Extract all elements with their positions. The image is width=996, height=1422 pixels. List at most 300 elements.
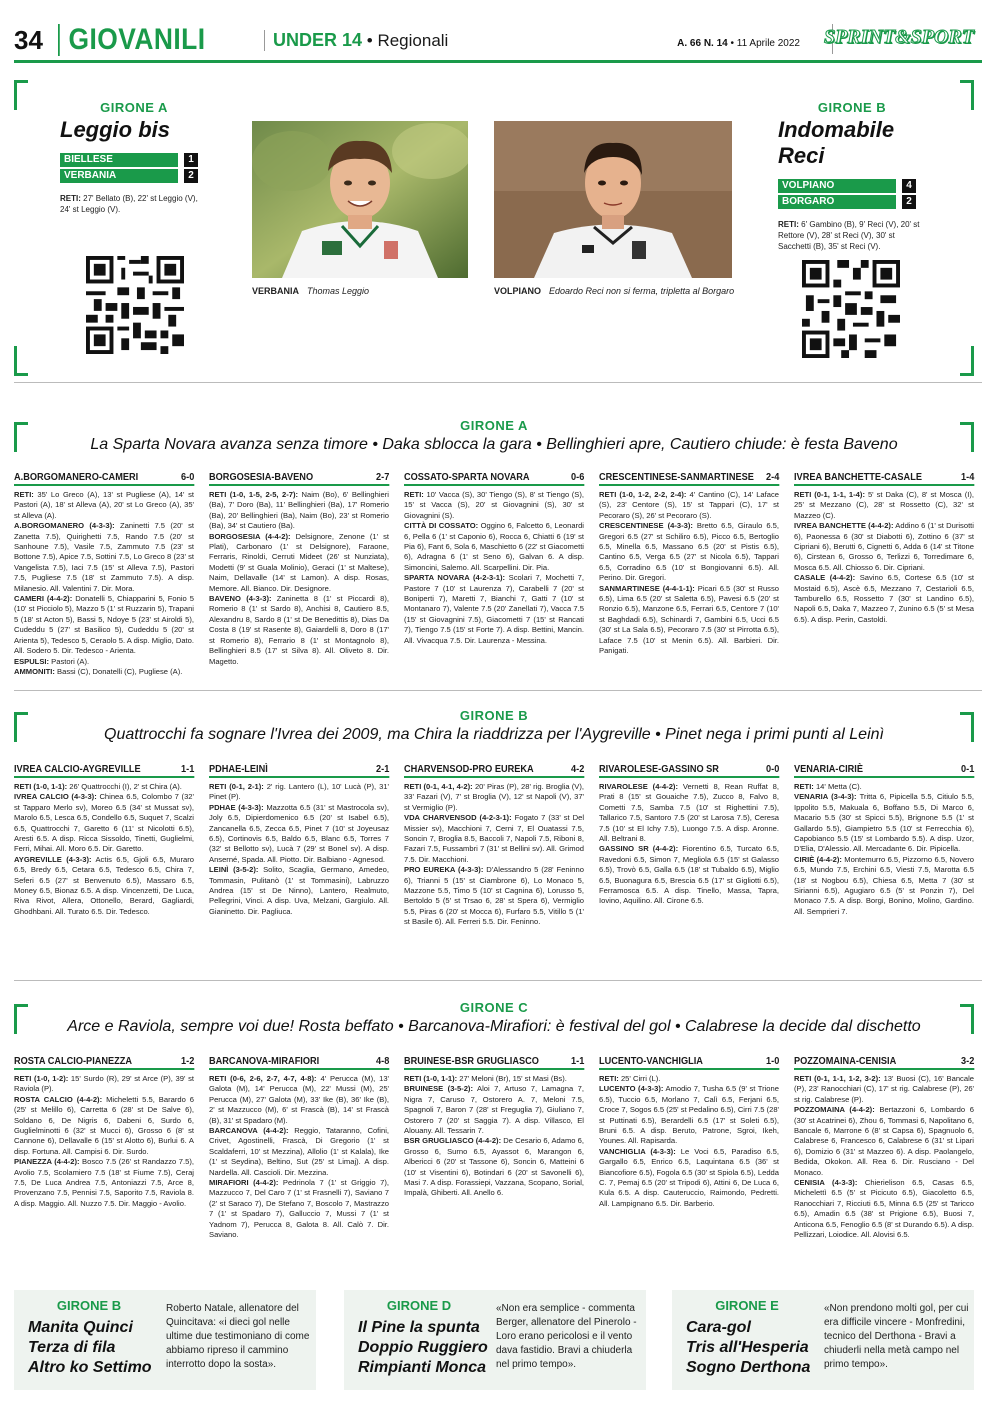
feature-right-reti — [778, 219, 928, 252]
match-score: 2-7 — [376, 472, 390, 483]
feature-right-title: Indomabile Reci — [778, 117, 895, 168]
match-header — [599, 1056, 779, 1070]
footer-title-line: Cara-gol — [686, 1319, 751, 1336]
report-label: POZZOMAINA (4-4-2): — [794, 1105, 875, 1115]
match-header — [14, 472, 194, 486]
girone-headline: Quattrocchi fa sognare l'Ivrea dei 2009, ma Chira la riaddrizza per l'Aygreville • Pinet nega i primi punti al Leinì — [104, 726, 884, 743]
report-label: PDHAE (4-3-3): — [209, 802, 264, 812]
headline-bar — [14, 1016, 974, 1038]
report-paragraph — [404, 782, 584, 813]
match-teams: CRESCENTINESE-SANMARTINESE — [599, 472, 754, 483]
report-paragraph — [209, 594, 389, 667]
report-paragraph — [209, 1126, 389, 1178]
report-paragraph — [794, 792, 974, 854]
feature-left-title: Leggio bis — [60, 117, 170, 142]
report-label: RETI (1-0, 1-2): — [14, 1074, 69, 1083]
report-paragraph — [404, 1074, 584, 1084]
report-text: 13' Buosi (C), 16' Bancale (P), 23' Ranocchiari (C), 17' st rig. Calabrese (P), 26' st rig. Calabrese (P). — [794, 1074, 974, 1104]
match-card — [794, 764, 974, 928]
report-text: Tritta 6, Pipicella 5.5, Citiulo 5.5, Ippolito 5.5, Makuala 6, Boffano 5.5, Di Marco 6, Macario 5.5 (30' st Spicci 5.5), Brignone 5.5 (1' st Gallardo 5.5), Giampietro 5.5 (10' st Ferrecchia 6), Capobianco 5.5 (15' st Lombardo 5.5). A disp. Uzor, D'Elia, D'Alessio. All. Mercadante 6. Dir. Pipicella. — [794, 792, 974, 854]
report-paragraph — [14, 1095, 194, 1157]
team-name: VERBANIA — [60, 169, 178, 183]
report-label: CITTÀ DI COSSATO: — [404, 521, 479, 531]
match-header — [599, 472, 779, 486]
report-label: RETI: — [599, 1074, 619, 1083]
report-paragraph — [209, 865, 389, 917]
report-label: A.BORGOMANERO (4-3-3): — [14, 521, 115, 531]
report-label: PRO EUREKA (4-3-3): — [404, 865, 484, 875]
footer-title — [686, 1318, 826, 1378]
report-label: VDA CHARVENSOD (4-2-3-1): — [404, 813, 512, 823]
headline-bar — [14, 724, 974, 746]
report-text: Bertazzoni 6, Lombardo 6 (30' st Acatrinei 6), Zhou 6, Tommasi 6, Napolitano 6, Bancale 6, Marrone 6 (8' st Capsa 6), Spagnuolo 6, Calabrese 6, Francesco 6, Calabrese 6 (31' st Lipari 6), Domizio 6 (31' st Mazzeo 6). A disp. Paolangelo, Bedida, Okokon. All. Rea 6. Dir. Rusciano - Del Monaco. — [794, 1105, 974, 1177]
match-card — [794, 1056, 974, 1241]
match-report — [404, 1074, 584, 1199]
feature-left-scores — [60, 153, 210, 183]
footer-title-line: Manita Quinci — [28, 1319, 133, 1336]
match-columns — [14, 764, 974, 928]
feature-right-girone: GIRONE B — [817, 100, 887, 115]
qr-code-icon[interactable] — [86, 256, 184, 354]
caption-text: Thomas Leggio — [307, 286, 370, 296]
report-text: 27' Meloni (Br), 15' st Masi (Bs). — [459, 1074, 567, 1083]
photo-leggio-image — [252, 121, 468, 278]
report-label: LEINÌ (3-5-2): — [209, 865, 259, 875]
feature-rule — [14, 382, 982, 383]
report-label: RETI (1-0, 1-5, 2-5, 2-7): — [209, 490, 299, 499]
report-label: LUCENTO (4-3-3): — [599, 1084, 664, 1094]
girone-c-section — [14, 994, 974, 1274]
girone-headline: Arce e Raviola, sempre voi due! Rosta beffato • Barcanova-Mirafiori: è festival del gol • Calabrese la decide dal dischetto — [67, 1018, 921, 1035]
report-text: Amodio 7, Tusha 6.5 (9' st Trione 6.5), Tuccio 6.5, Morlano 7, Calì 6.5, Ferjani 6.5, Croce 7, Sogos 6.5 (25' st Pedalino 6.5), Cirri 7.5 (28' st Puttinati 6.5), Berardelli 6.5 (17' st Soleti 6.5), Bruni 6.5. A disp. Beruto, Patrone, Sgroi, Ikeh, Younes. All. Rapisarda. — [599, 1084, 779, 1146]
report-label: RETI (0-1, 1-1, 1-2, 3-2): — [794, 1074, 881, 1083]
match-report — [209, 1074, 389, 1241]
match-score: 1-2 — [181, 1056, 195, 1067]
report-text: Picari 6.5 (30' st Russo 6.5), Lima 6.5 (20' st Saletta 6.5), Pavesi 6.5 (20' st Ronzio 6.5), Manzone 6.5, Ferrari 6.5, Centore 7 (10' st Baghdadi 6.5), Schinardi 7, Gambini 6.5, Ucci 6.5 (30' st La Sala 6.5), Pecoraro 7.5 (30' st Pirrotta 6.5), Laface 7.5 (10' st Menin 6.5). All. Barbieri. Dir. Panigati. — [599, 583, 779, 656]
match-header — [404, 1056, 584, 1070]
report-paragraph — [14, 792, 194, 854]
match-card — [599, 764, 779, 928]
report-label: BARCANOVA (4-4-2): — [209, 1126, 289, 1136]
report-text: 4' Cantino (C), 14' Laface (S), 23' Centore (S), 15' st Tappari (C), 17' st Pecoraro (S), 26' st Pecoraro (S). — [599, 490, 779, 520]
match-report — [599, 1074, 779, 1209]
match-header — [14, 1056, 194, 1070]
report-text: Le Voci 6.5, Paradiso 6.5, Gargallo 6.5, Enrico 6.5, Laquintana 6.5 (36' st Biancofiore 6.5), Fogola 6.5 (30' st Spiola 6.5), Ledda C. 7, Pemaj 6.5 (20' st Tripodi 6), Attini 6, De Luca 6, Kula 6.5. A disp. Cauteruccio, Raimondo, Pedretti. All. Lampignano 6.5. Dir. Barberio. — [599, 1146, 779, 1208]
report-paragraph — [404, 1136, 584, 1198]
report-text: Savino 6.5, Cortese 6.5 (10' st Mostaid 6.5), Ascè 6.5, Mezzano 7, Cestarioli 6.5, Tamburello 6.5, Rossetto 7 (30' st Landino 6.5), Napoli 6.5, Daka 7, Mazzeo 7, Zunino 6.5 (5' st Mesa 6.5). A disp. Perin, Castoldi. — [794, 573, 974, 624]
report-text: Zaninetta 8 (1' st Piccardi 8), Romerio 8 (1' st Sardo 8), Anchisi 8, Cautiero 8.5, Alexandru 8, Sardo 8 (1' st De Benedittis 8), Dias Da Costa 8 (19' st Rasente 8), Gaiardelli 8, Doro 8 (17' st Romerio 8), Ferrario 8 (1' st Montagnolo 8), Bellinghieri 8.5 (17' st Silva 8). All. Oliveto 8. Dir. Magetto. — [209, 594, 389, 666]
report-paragraph — [14, 667, 194, 677]
caption-team: VERBANIA — [252, 286, 300, 296]
team-score: 2 — [184, 169, 198, 183]
report-paragraph — [599, 584, 779, 657]
report-text: Bosco 7.5 (26' st Randazzo 7.5), Avolio 7.5, Scolamiero 7.5 (18' st Fiume 7.5), Ceraj 7.5, De Luca Andrea 7.5, Antoniazzi 7.5, Arce 8, Provenzano 7.5, Pennisi 7.5, Saporito 7.5, Raviola 8. A disp. Maggio. All. Nuzzo 7.5. Dir. Maggio - Avolio. — [14, 1157, 194, 1208]
report-paragraph — [794, 1105, 974, 1178]
feature-left — [60, 100, 210, 215]
match-teams: BARCANOVA-MIRAFIORI — [209, 1056, 320, 1067]
report-label: BAVENO (4-3-3): — [209, 594, 272, 604]
report-text: Zaninetti 7.5 (20' st Zanetta 7.5), Quirighetti 7.5, Rando 7.5 (20' st Sanhoune 7.5), Vasile 7.5, Zammuto 7.5 (23' st Bottone 7.5), Apice 7.5, Sottini 7.5, Lo Greco 8 (23' st Vangelista 7.5), Iaci 7.5 (15' st Alleva 7.5), Pastori 7.5, Pugliese 7.5 (18' st Zammuto 7.5). A disp. Milanesio. All. Valentini 7. Dir. Mora. — [14, 521, 194, 593]
report-text: 35' Lo Greco (A), 13' st Pugliese (A), 14' st Pastori (A), 18' st Alleva (A), 20' st Lo Greco (A), 35' st Alleva (A). — [14, 490, 194, 520]
report-label: RETI: — [794, 782, 814, 791]
report-paragraph — [599, 490, 779, 521]
match-header — [794, 1056, 974, 1070]
report-label: RETI (0-1, 1-1, 1-4): — [794, 490, 865, 499]
report-label: AYGREVILLE (4-3-3): — [14, 854, 92, 864]
report-text: 4' Perucca (M), 13' Galota (M), 14' Perucca (M), 22' Mussi (M), 25' Perucca (M), 27' Galota (M), 33' Ike (B), 36' Ike (B), 2' st Mazzucco (M), 6' st Frascà (B), 14' st Frascà (B), 31' st Spadaro (M). — [209, 1074, 389, 1125]
match-report — [794, 782, 974, 917]
match-teams: PDHAE-LEINÌ — [209, 764, 268, 775]
brand-logo: SPRINT&SPORT — [823, 26, 974, 48]
match-score: 3-2 — [961, 1056, 975, 1067]
footer-title-line: Tris all'Hesperia — [686, 1339, 809, 1356]
match-header — [14, 764, 194, 778]
match-score: 0-6 — [571, 472, 585, 483]
match-header — [794, 764, 974, 778]
report-text: Addino 6 (1' st Durisotti 6), Paonessa 6 (30' st Diabotti 6), Zottino 6 (37' st Cipriani 6), Berutti 6, Cignetti 6, Adda 6 (14' st Titone 6), Cirstean 6, Grosso 6, Terlizzi 6, Torredimare 6, Mosca 6.5. All. Chiosso 6. Dir. Cipriani. — [794, 521, 974, 572]
report-paragraph — [14, 855, 194, 917]
footer-girone-tag: GIRONE B — [56, 1298, 122, 1313]
footer-title-line: Sogno Derthona — [686, 1359, 811, 1376]
report-label: GASSINO SR (4-4-2): — [599, 844, 679, 854]
caption-text: Edoardo Reci non si ferma, tripletta al Borgaro — [549, 286, 735, 296]
footer-title-line: Rimpianti Monca — [358, 1359, 487, 1376]
report-paragraph — [794, 1074, 974, 1105]
report-paragraph — [794, 573, 974, 625]
girone-a-section — [14, 412, 974, 688]
report-paragraph — [14, 657, 194, 667]
photo-reci-image — [494, 121, 732, 278]
match-header — [209, 1056, 389, 1070]
report-text: Bassi (C), Donatelli (C), Pugliese (A). — [57, 666, 183, 676]
report-text: Chierielison 6.5, Casas 6.5, Michelettì 6.5 (5' st Picicuto 6.5), Giacoletto 6.5, Ranocchiari 7, Ricciuti 6.5, Minna 6.5 (25' st Taricco 6.5), Amadin 6.5 (38' st Prigione 6.5), Buosi 7, Anticona 6.5, Fenoglio 6.5 (8' st Durando 6.5). A disp. Pellizzari, Loiodice. All. Alovisi 6.5. — [794, 1178, 974, 1240]
report-paragraph — [209, 803, 389, 865]
report-label: RETI (0-1, 4-1, 4-2): — [404, 782, 473, 791]
match-card — [794, 472, 974, 677]
report-paragraph — [14, 1074, 194, 1095]
team-name: BORGARO — [778, 195, 896, 209]
match-score: 1-0 — [766, 1056, 780, 1067]
report-label: ROSTA CALCIO (4-4-2): — [14, 1094, 103, 1104]
report-text: 5' st Daka (C), 8' st Mosca (I), 25' st Mezzano (C), 28' st Rossetto (C), 32' st Mazzeo (C). — [794, 490, 974, 520]
match-header — [209, 764, 389, 778]
category — [264, 30, 448, 51]
match-score: 1-1 — [571, 1056, 585, 1067]
section-title: GIOVANILI — [58, 24, 234, 56]
report-paragraph — [209, 1074, 389, 1126]
match-teams: IVREA CALCIO-AYGREVILLE — [14, 764, 141, 775]
report-paragraph — [794, 490, 974, 521]
category-sub: Regionali — [377, 30, 449, 50]
report-label: CENISIA (4-3-3): — [794, 1178, 858, 1188]
page-number: 34 — [14, 24, 43, 55]
report-text: 2' rig. Lantero (L), 10' Lucà (P), 31' Pinet (P). — [209, 782, 389, 802]
girone-b-rule — [14, 980, 982, 981]
match-score: 0-1 — [961, 764, 975, 775]
report-paragraph — [14, 521, 194, 594]
report-paragraph — [209, 782, 389, 803]
match-header — [599, 764, 779, 778]
report-label: CAMERI (4-4-2): — [14, 594, 73, 604]
report-text: Fogato 7 (33' st Del Missier sv), Macchioni 7, Cerni 7, El Ouatassi 7.5, Soncin 7, Broglia 8.5, Baccoli 7, Napoli 7.5, Riboni 8, Fazari 7.5, Fussambri 7 (31' st Bellini sv). All. Grimod 7.5. Dir. Macchioni. — [404, 813, 585, 864]
report-label: BORGOSESIA (4-4-2): — [209, 531, 291, 541]
match-teams: ROSTA CALCIO-PIANEZZA — [14, 1056, 133, 1067]
footer-quote: «Non prendono molti gol, per cui era difficile vincere - Monfredini, tecnico del Derthona - Bravi a chiuderli nella metà campo nel primo tempo». — [824, 1303, 969, 1370]
report-paragraph — [209, 1178, 389, 1240]
score-row — [60, 169, 210, 183]
match-report — [404, 782, 584, 928]
report-label: SANMARTINESE (4-4-1-1): — [599, 583, 695, 593]
report-paragraph — [209, 490, 389, 532]
report-label: VANCHIGLIA (4-3-3): — [599, 1146, 676, 1156]
qr-code-icon[interactable] — [802, 260, 900, 358]
match-card — [404, 1056, 584, 1241]
footer-quote: «Non era semplice - commenta Berger, allenatore del Pinerolo - Loro erano pericolosi e il vento dava fastidio. Bravi a chiuderla nel primo tempo». — [496, 1303, 637, 1370]
match-report — [599, 490, 779, 657]
team-name: VOLPIANO — [778, 179, 896, 193]
report-text: 10' Vacca (S), 30' Tiengo (S), 8' st Tiengo (S), 15' st Vacca (S), 20' st Giovagnini (S), 30' st Giovagnini (S). — [404, 490, 584, 520]
footer-title — [358, 1318, 498, 1378]
match-card — [599, 1056, 779, 1241]
feature-corner-br — [960, 346, 974, 376]
match-score: 2-4 — [766, 472, 780, 483]
team-score: 4 — [902, 179, 916, 193]
report-text: Pastori (A). — [51, 656, 90, 666]
category-main: UNDER 14 — [273, 29, 363, 50]
match-card — [404, 472, 584, 677]
footer-title-line: Altro ko Settimo — [28, 1359, 152, 1376]
match-report — [14, 490, 194, 677]
report-text: Delsignore, Zenone (1' st Plati), Carbonaro (1' st Delsignore), Faraone, Ferraris, Rinoldi, Cerruti Mideet (26' st Nunziata), Modetti (9' st Guala Molinio), Geraci (1' st Maltese), Naim, Dellavalle (14' st Lamon). A disp. Rosas, Memore. All. Bianco. Dir. Designore. — [209, 531, 389, 593]
report-text: 26' Quattrocchi (I), 2' st Chira (A). — [69, 782, 182, 791]
report-label: RETI: — [14, 490, 34, 499]
reti-text: 27' Bellato (B), 22' st Leggio (V), 24' st Leggio (V). — [60, 194, 198, 214]
match-teams: BORGOSESIA-BAVENO — [209, 472, 314, 483]
footer-box-girone-b — [14, 1290, 316, 1390]
report-text: Solito, Scaglia, Germano, Amedeo, Tommasin, Pulitanò (1' st Tommasini), Labruzzo Andrea (15' st De Ninno), Lantero, Realmuto, Pellegrini, Vinci. A disp. Uva, Melzani, Gargiulo. All. Gianinetto. Dir. Pagliuca. — [209, 865, 389, 916]
report-text: Bretto 6.5, Giraulo 6.5, Gregori 6.5 (27' st Schiliro 6.5), Picco 6.5, Bertoglio 6.5, Minella 6.5, Massano 6.5 (20' st Pistis 6.5), Cantino 6.5, Verga 6.5 (27' st Nicola 6.5), Tappari 6.5, Corradino 6.5 (10' st Bongiovanni 6.5). All. Perino. Dir. Gregori. — [599, 521, 779, 583]
match-card — [14, 472, 194, 677]
report-text: Montemurro 6.5, Pizzorno 6.5, Novero 6.5, Mundo 7.5, Erchini 6.5, Viesti 7.5, Marotta 6.5 (18' st Nogbou 6.5), Chiesa 6.5, Metta 7 (30' st Sirianni 6.5), Agugiaro 6.5 (5' st Ponzin 7), Del Monaco 7.5. A disp. Borgi, Bonino, Molino, Gardino. All. Semprieri 7. — [794, 854, 974, 916]
feature-corner-tr — [960, 80, 974, 110]
report-text: Fiorentino 6.5, Turcato 6.5, Ravedoni 6.5, Simon 7, Megliola 6.5 (15' st Galasso 6.5), Trovò 6.5, Galla 6.5 (18' st Tubaldo 6.5), Miglio 6.5, Buonagura 6.5, Brescia 6.5 (17' st Gigliotti 6.5), Ferramosca 6.5. A disp. Tinello, Massa, Tapra, Iovino, Aquilino. All. Cirone 6.5. — [599, 844, 779, 906]
caption-reci — [494, 286, 734, 296]
match-card — [14, 1056, 194, 1241]
match-teams: A.BORGOMANERO-CAMERI — [14, 472, 139, 483]
report-label: CRESCENTINESE (4-3-3): — [599, 521, 693, 531]
report-paragraph — [209, 532, 389, 594]
report-text: Donatelli 5, Chiapparini 5, Fonio 5 (10' st Picciolo 5), Mazzo 5 (1' st Ruzzarin 5), Trapani 5 (18' st Acton 5), Bassi 5, Ndoye 5 (23' st Airoldi 5), Cudeddu 5 (27' st Basilico 5), Cudeddu 5 (20' st Arienta 5), Tedesco 5, Ceraolo 5. A disp. Miglio, Dato. All. Sodero 5. Dir. Tedesco - Arienta. — [14, 594, 194, 656]
report-label: RETI (0-1, 2-1): — [209, 782, 264, 791]
girone-b-section — [14, 702, 974, 972]
report-paragraph — [404, 573, 584, 646]
report-text: D'Alessandro 5 (28' Feninno 6), Trianni 5 (15' st Ciambrone 6), Lo Monaco 5, Mazzone 5.5, Timo 5 (10' st Cagnina 6), Lorusso 5, Bertoldo 5 (5' st Trsao 6, 28' st Spera 6), Vermiglio 5.5, Piras 6 (20' st Mocca 6), Furfaro 5.5, Vitillo 5 (1' st Basile 6). All. Ferreri 5.5. Dir. Feninno. — [404, 865, 584, 927]
report-text: 20' Piras (P), 28' rig. Broglia (V), 33' Fazari (V), 7' st Broglia (V), 12' st Napoli (V), 37' st Vermiglio (P). — [404, 782, 585, 812]
report-paragraph — [599, 1084, 779, 1146]
footer-quote: Roberto Natale, allenatore del Quincitava: «i dieci gol nelle ultime due testimoniano di come abbiamo ripreso il cammino interrotto dopo la sosta». — [166, 1303, 310, 1370]
match-report — [14, 782, 194, 917]
report-label: PIANEZZA (4-4-2): — [14, 1157, 80, 1167]
match-report — [794, 1074, 974, 1241]
report-paragraph — [14, 490, 194, 521]
match-score: 4-2 — [571, 764, 585, 775]
match-columns — [14, 1056, 974, 1241]
report-paragraph — [14, 1157, 194, 1209]
feature-corner-bl — [14, 346, 28, 376]
match-teams: VENARIA-CIRIÈ — [794, 764, 864, 775]
report-paragraph — [14, 782, 194, 792]
report-label: SPARTA NOVARA (4-2-3-1): — [404, 573, 506, 583]
match-report — [599, 782, 779, 907]
footer-box-girone-e — [672, 1290, 974, 1390]
report-text: Vernetti 8, Rean Ruffat 8, Prati 8 (15' st Gouaiche 7.5), Zucco 8, Falvo 8, Cometti 7.5, Samba 7.5 (10' st Righettini 7.5), Tallarico 7.5, Santoro 7.5 (20' st Larosa 7.5), Ceresa 7.5 (10' st El Ichy 7.5), Luongo 7.5. A disp. Aronne. All. Beltrani 8. — [599, 782, 779, 844]
girone-title: GIRONE C — [459, 1000, 529, 1015]
reti-label: RETI: — [60, 194, 81, 203]
report-label: RETI: — [404, 490, 424, 499]
match-columns — [14, 472, 974, 677]
report-paragraph — [599, 1147, 779, 1209]
report-text: Reggio, Tataranno, Cofini, Crivet, Agostinelli, Frascà, Di Gregorio (1' st Scaldaferri, 10' st Mezzina), Allolio (1' st Kalala), Ike (1' st Seydina), Beltino, Sut (25' st Limaj). A disp. Nardella. All. Cascioli. Dir. Mezzina. — [209, 1126, 390, 1177]
match-header — [794, 472, 974, 486]
match-score: 1-4 — [961, 472, 975, 483]
team-score: 2 — [902, 195, 916, 209]
report-label: IVREA BANCHETTE (4-4-2): — [794, 521, 894, 531]
match-card — [209, 1056, 389, 1241]
report-label: BSR GRUGLIASCO (4-4-2): — [404, 1136, 502, 1146]
report-paragraph — [794, 1178, 974, 1240]
team-score: 1 — [184, 153, 198, 167]
match-card — [404, 764, 584, 928]
report-text: Naim (Bo), 6' Bellinghieri (Ba), 7' Doro (Ba), 11' Bellinghieri (Ba), 17' Romerio (Ba), 20' Bellinghieri (Ba), Naim (Bo), 23' st Romerio (Ba), 34' st Cautiero (Ba). — [209, 490, 389, 531]
match-score: 0-0 — [766, 764, 780, 775]
match-card — [14, 764, 194, 928]
caption-team: VOLPIANO — [494, 286, 542, 296]
report-label: VENARIA (3-4-3): — [794, 792, 857, 802]
match-header — [404, 764, 584, 778]
match-report — [404, 490, 584, 646]
report-paragraph — [14, 594, 194, 656]
report-paragraph — [404, 865, 584, 927]
report-text: Actis 6.5, Gjoli 6.5, Muraro 6.5, Bredy 6.5, Cetara 6.5, Tedesco 6.5, Chira 7, Seferi 6.5 (27' st Benvenuto 6.5), Massaro 6.5, Money 6.5, Bionaz 6.5. A disp. Vincenzetti, De Luca, Riva Rivot, Allera, Ottonello, Berard, Gagliardi, Ghodhbani. All. Turato 6.5. Dir. Tedesco. — [14, 854, 194, 916]
girone-title: GIRONE B — [459, 708, 529, 723]
report-label: RETI (1-0, 1-2, 2-2, 2-4): — [599, 490, 687, 499]
report-text: Oggino 6, Falcetto 6, Leonardi 6, Pella 6 (1' st Caponio 6), Rocca 6, Chiatti 6 (19' st Pia 6), Fant 6, Sola 6, Maschietto 6 (22' st Giacometti 6), Adragna 6 (1' st Seno 6), Galvan 6. A disp. Simoncini, Salemo. All. Scarpellini. Dir. Pia. — [404, 521, 584, 572]
footer-title-line: Il Pine la spunta — [358, 1319, 480, 1336]
match-teams: BRUINESE-BSR GRUGLIASCO — [404, 1056, 539, 1067]
report-label: RIVAROLESE (4-4-2): — [599, 782, 678, 791]
match-teams: LUCENTO-VANCHIGLIA — [599, 1056, 703, 1067]
feature-box — [14, 80, 974, 376]
report-paragraph — [599, 521, 779, 583]
reti-text: 6' Gambino (B), 9' Reci (V), 20' st Rettore (V), 28' st Reci (V), 30' st Sacchetti (B), 35' st Reci (V). — [778, 220, 920, 251]
report-text: 15' Surdo (R), 29' st Arce (P), 39' st Raviola (P). — [14, 1074, 194, 1094]
issue-info: A. 66 N. 14 • 11 Aprile 2022 — [677, 38, 800, 49]
report-text: Chinea 6.5, Colombo 7 (32' st Tapparo Merlo sv), Moreo 6.5 (34' st Mussat sv), Marolo 6.5, Lesca 6.5, Condello 6.5, Suquet 7, Scalzi 6.5, Quattrocchi 7, Garetto 6 (11' st Nicolotti 6.5), Aresti 6.5. A disp. Ricca Sissoldo, Tinetti, Guglielmi, Ferri, Mihai. All. Moro 6.5. Dir. Garetto. — [14, 792, 194, 854]
report-label: MIRAFIORI (4-4-2): — [209, 1178, 279, 1188]
match-header — [209, 472, 389, 486]
girone-title: GIRONE A — [460, 418, 528, 433]
report-paragraph — [794, 521, 974, 573]
girone-a-rule — [14, 690, 982, 691]
report-label: CASALE (4-4-2): — [794, 573, 856, 583]
category-sep: • — [366, 30, 373, 50]
header-rule — [14, 60, 982, 63]
report-label: ESPULSI: — [14, 656, 50, 666]
report-label: RETI (1-0, 1-1): — [404, 1074, 458, 1083]
report-label: RETI (0-6, 2-6, 2-7, 4-7, 4-8): — [209, 1074, 317, 1083]
footer-title — [28, 1318, 168, 1378]
report-paragraph — [404, 813, 584, 865]
girone-headline: La Sparta Novara avanza senza timore • Daka sblocca la gara • Bellinghieri apre, Cautiero chiude: è festa Baveno — [90, 436, 898, 453]
report-text: Mazzotta 6.5 (31' st Mastrocola sv), Joly 6.5, Dipierdomenico 6.5 (20' st Isabel 6.5), Zancanella 6.5, Zecca 6.5, Pinet 7 (10' st Joyeusaz 6.5), Cortinovis 6.5, Baldo 6.5, Blanc 6.5, Torres 7 (32' st Bellotto sv), Lucà 7 (29' st Bonel sv). A disp. Anserné, Spada. All. Piotto. Dir. Balbiano - Agnesod. — [209, 802, 389, 864]
match-score: 6-0 — [181, 472, 195, 483]
score-row — [60, 153, 210, 167]
feature-right — [778, 100, 938, 252]
match-teams: IVREA BANCHETTE-CASALE — [794, 472, 922, 483]
report-text: De Cesario 6, Adamo 6, Grosso 6, Surno 6.5, Ayassot 6, Marangon 6, Albericci 6 (20' st Tassone 6), Soncin 6, Matteini 6 (10' st Visentini 6), Botindari 6 (20' st Savonelli 6), Masi 7. A disp. Forassiepi, Vazzana, Scopano, Sorial, Impalà, Ghiberti. All. Anello 6. — [404, 1136, 584, 1198]
report-text: Scolari 7, Mochetti 7, Pastore 7 (10' st Laurenza 7), Carabelli 7 (20' st Boniperti 7), Maretti 7, Bianchi 7, Gatti 7 (10' st Montanaro 7), Valente 7.5 (20' Zanellati 7), Vacca 7.5 (15' st Giovagnini 7.5), Giacometti 7 (15' st Rancati 7), Tiengo 7.5 (15' st Forte 7). A disp. Bettini, Mancin. All. Vivacqua 7.5. Dir. Laurenza - Messina. — [404, 573, 584, 645]
match-score: 2-1 — [376, 764, 390, 775]
match-report — [209, 782, 389, 917]
report-paragraph — [404, 490, 584, 521]
headline-bar — [14, 434, 974, 456]
match-card — [599, 472, 779, 677]
issue-number: A. 66 N. 14 — [677, 38, 728, 49]
report-label: BRUINESE (3-5-2): — [404, 1084, 473, 1094]
feature-right-scores — [778, 179, 938, 209]
issue-date: 11 Aprile 2022 — [736, 38, 800, 49]
report-paragraph — [404, 521, 584, 573]
report-label: RETI (1-0, 1-1): — [14, 782, 68, 791]
photo-reci — [494, 121, 732, 278]
report-text: Pedrinola 7 (1' st Griggio 7), Mazzucco 7, Del Caro 7 (1' st Frasnelli 7), Saviano 7 (2' st Saraco 7), De Stefano 7, Boscolo 7, Mastrazzo 7 (1' st Spadaro 7), Galluccio 7, Mussi 7 (1' st Yadnom 7), Perucca 8, Galota 8. All. Calò 7. Dir. Saviano. — [209, 1178, 389, 1240]
match-teams: RIVAROLESE-GASSINO SR — [599, 764, 719, 775]
feature-left-reti — [60, 193, 210, 215]
match-teams: COSSATO-SPARTA NOVARA — [404, 472, 530, 483]
score-row — [778, 195, 938, 209]
match-teams: POZZOMAINA-CENISIA — [794, 1056, 897, 1067]
team-name: BIELLESE — [60, 153, 178, 167]
match-card — [209, 472, 389, 677]
report-paragraph — [794, 782, 974, 792]
footer-box-girone-d — [344, 1290, 646, 1390]
feature-corner-tl — [14, 80, 28, 110]
match-report — [794, 490, 974, 625]
footer-title-line: Terza di fila — [28, 1339, 116, 1356]
footer-girone-tag: GIRONE E — [715, 1298, 779, 1313]
report-paragraph — [599, 844, 779, 906]
report-paragraph — [599, 1074, 779, 1084]
match-card — [209, 764, 389, 928]
report-text: Aloi 7, Artuso 7, Lamagna 7, Nigra 7, Caruso 7, Ostorero A. 7, Meloni 7.5, Spagnoli 7, Baron 7 (28' st Fregugliа 7), Giuliano 7, Ostorero 7 (20' st Saggia 7). A disp. Villasco, El Alouany. All. Tessarin 7. — [404, 1084, 584, 1136]
match-report — [209, 490, 389, 667]
report-paragraph — [404, 1084, 584, 1136]
report-paragraph — [599, 782, 779, 844]
match-header — [404, 472, 584, 486]
reti-label: RETI: — [778, 220, 799, 229]
report-paragraph — [794, 855, 974, 917]
match-score: 4-8 — [376, 1056, 390, 1067]
report-label: IVREA CALCIO (4-3-3): — [14, 792, 97, 802]
match-report — [14, 1074, 194, 1209]
report-label: AMMONITI: — [14, 666, 55, 676]
report-text: 14' Metta (C). — [815, 782, 862, 791]
match-teams: CHARVENSOD-PRO EUREKA — [404, 764, 534, 775]
score-row — [778, 179, 938, 193]
footer-title-line: Doppio Ruggiero — [358, 1339, 488, 1356]
match-score: 1-1 — [181, 764, 195, 775]
report-text: Micheletti 5.5, Barardo 6 (25' st Melillo 6), Carretta 6 (28' st De Salve 6), Soldano 6, De Nigris 6, Dabeni 6, Surdo 6, Guglielminotti 6 (32' st Mucci 6), Grosso 6 (8' st Cannone 6), Dellavalle 6 (15' st Alotto 6), Burlui 6. A disp. Fortuna. All. Campisi 6. Dir. Surdo. — [14, 1094, 194, 1156]
